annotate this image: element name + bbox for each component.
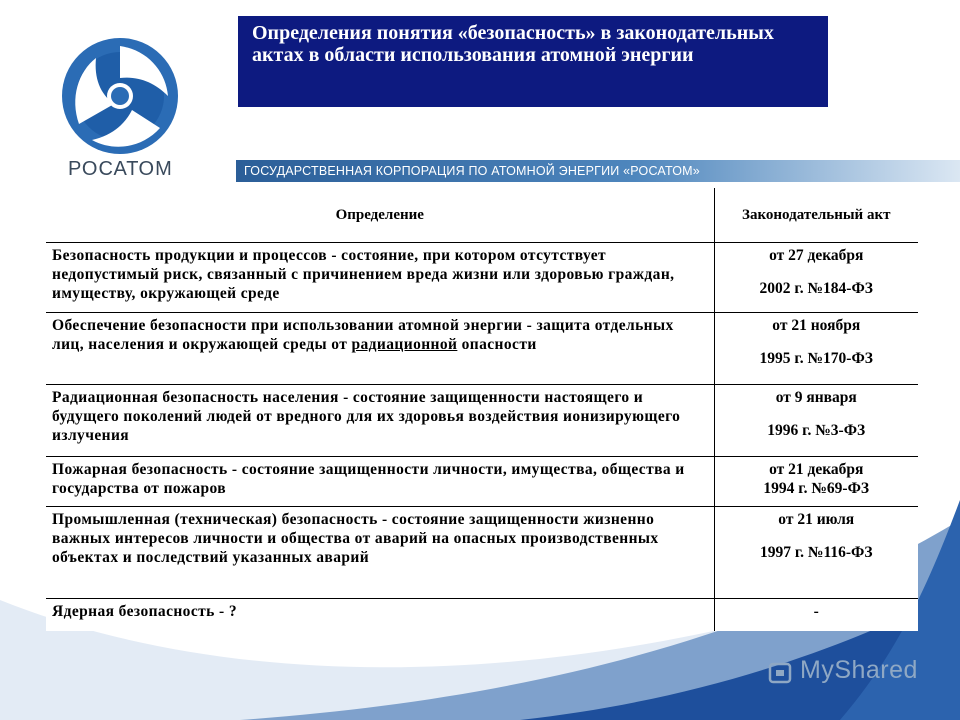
definition-cell: Безопасность продукции и процессов - состояние, при котором отсутствует недопустимый риск, связанный с причинением вреда жизни или здоровью граждан, имуществу, окружающей среде — [46, 243, 714, 313]
act-number: 1996 г. №3-ФЗ — [767, 422, 866, 439]
table-row — [46, 385, 918, 457]
act-cell — [714, 313, 918, 385]
act-cell — [714, 385, 918, 457]
act-date: от 21 июля — [778, 511, 855, 528]
definition-text-end: опасности — [457, 336, 537, 353]
table-row — [46, 313, 918, 385]
definition-cell: Ядерная безопасность - ? — [46, 599, 714, 631]
act-cell — [714, 457, 918, 507]
logo-wordmark: РОСАТОМ — [68, 158, 173, 180]
act-cell — [714, 507, 918, 599]
slide-title: Определения понятия «безопасность» в законодательных актах в области использования атомной энергии — [238, 16, 828, 107]
header-definition: Определение — [46, 188, 714, 243]
act-number: 1997 г. №116-ФЗ — [759, 544, 873, 561]
act-number: 1994 г. №69-ФЗ — [763, 480, 870, 497]
act-date: от 21 декабря — [769, 461, 864, 478]
definition-cell: Пожарная безопасность - состояние защищенности личности, имущества, общества и государства от пожаров — [46, 457, 714, 507]
definition-cell — [46, 313, 714, 385]
act-number: 1995 г. №170-ФЗ — [759, 350, 873, 367]
watermark-text: MyShared — [800, 656, 918, 684]
watermark-icon — [768, 660, 794, 686]
table-header-row — [46, 188, 918, 243]
act-date: от 9 января — [775, 389, 857, 406]
act-date: от 27 декабря — [769, 247, 864, 264]
definition-text: Обеспечение безопасности при использовании атомной энергии - защита отдельных лиц, населения и окружающей среды от — [52, 317, 674, 353]
act-number: 2002 г. №184-ФЗ — [759, 280, 873, 297]
act-cell: - — [714, 599, 918, 631]
table-row — [46, 599, 918, 631]
corporation-banner: ГОСУДАРСТВЕННАЯ КОРПОРАЦИЯ ПО АТОМНОЙ ЭНЕРГИИ «РОСАТОМ» — [236, 160, 960, 182]
definitions-table — [46, 188, 918, 631]
table-row — [46, 507, 918, 599]
definition-cell: Промышленная (техническая) безопасность - состояние защищенности жизненно важных интересов личности и общества от аварий на опасных производственных объектах и последствий указанных аварий — [46, 507, 714, 599]
header-act: Законодательный акт — [714, 188, 918, 243]
table-row — [46, 243, 918, 313]
definition-underlined-term: радиационной — [351, 336, 458, 353]
act-cell — [714, 243, 918, 313]
act-date: от 21 ноября — [772, 317, 861, 334]
table-row — [46, 457, 918, 507]
definition-cell: Радиационная безопасность населения - состояние защищенности настоящего и будущего поколений людей от вредного для их здоровья воздействия ионизирующего излучения — [46, 385, 714, 457]
